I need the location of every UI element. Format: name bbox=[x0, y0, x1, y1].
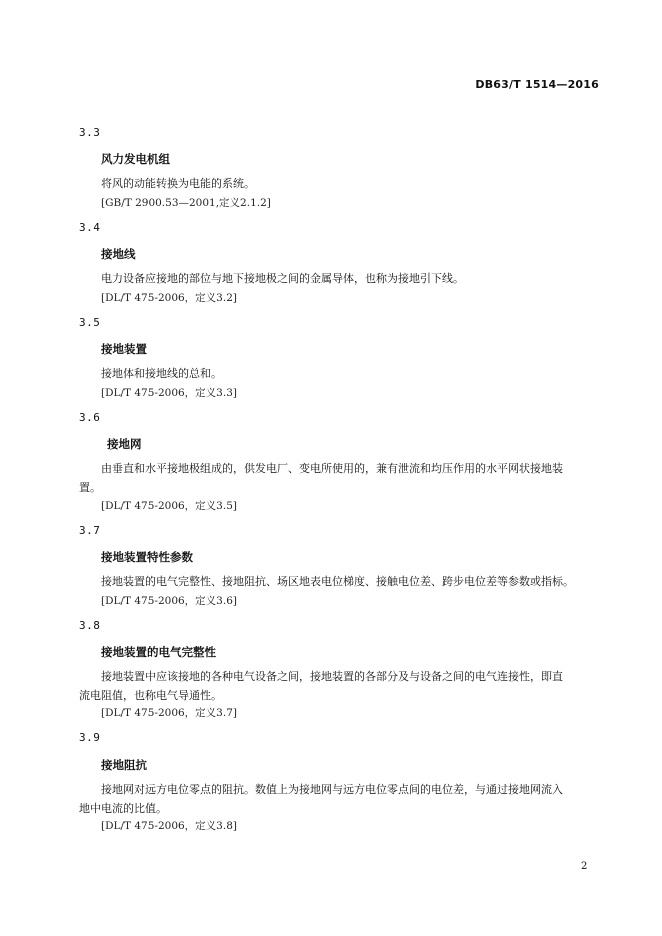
document-code: DB63/T 1514—2016 bbox=[475, 78, 599, 91]
entry-number: 3.5 bbox=[79, 316, 101, 329]
entry-term: 接地网 bbox=[107, 437, 142, 451]
entry-definition: 接地装置的电气完整性、接地阻抗、场区地表电位梯度、接触电位差、跨步电位差等参数或指标。 bbox=[101, 575, 574, 588]
entry-definition: 电力设备应接地的部位与地下接地极之间的金属导体，也称为接地引下线。 bbox=[101, 272, 464, 285]
entry-term: 风力发电机组 bbox=[101, 152, 170, 166]
entry-term: 接地线 bbox=[101, 247, 136, 261]
entry-number: 3.8 bbox=[79, 619, 101, 632]
entry-term: 接地装置的电气完整性 bbox=[101, 645, 216, 659]
entry-number: 3.6 bbox=[79, 411, 101, 424]
entry-definition: 接地体和接地线的总和。 bbox=[101, 367, 222, 380]
entry-term: 接地装置特性参数 bbox=[101, 550, 193, 564]
entry-reference: [DL/T 475-2006，定义3.8] bbox=[101, 820, 237, 832]
entry-definition: 接地装置中应该接地的各种电气设备之间，接地装置的各部分及与设备之间的电气连接性，即直 流电阻值，也称电气导通性。 bbox=[79, 670, 563, 702]
entry-number: 3.4 bbox=[79, 221, 101, 234]
entry-reference: [DL/T 475-2006，定义3.3] bbox=[101, 387, 237, 399]
entry-reference: [DL/T 475-2006，定义3.5] bbox=[101, 500, 237, 512]
entry-reference: [DL/T 475-2006，定义3.2] bbox=[101, 292, 237, 304]
entry-definition: 接地网对远方电位零点的阻抗。数值上为接地网与远方电位零点间的电位差，与通过接地网流入 地中电流的比值。 bbox=[79, 783, 563, 815]
page-number: 2 bbox=[581, 861, 588, 872]
entry-number: 3.9 bbox=[79, 731, 101, 744]
entry-reference: [GB/T 2900.53—2001,定义2.1.2] bbox=[101, 197, 271, 209]
entry-number: 3.3 bbox=[79, 126, 101, 139]
entry-reference: [DL/T 475-2006，定义3.7] bbox=[101, 707, 237, 719]
entry-definition: 将风的动能转换为电能的系统。 bbox=[101, 177, 255, 190]
entry-term: 接地阻抗 bbox=[101, 758, 147, 772]
entry-reference: [DL/T 475-2006，定义3.6] bbox=[101, 595, 237, 607]
entry-definition: 由垂直和水平接地极组成的，供发电厂、变电所使用的，兼有泄流和均压作用的水平网状接地装 置。 bbox=[79, 462, 563, 494]
entry-number: 3.7 bbox=[79, 524, 101, 537]
entry-term: 接地装置 bbox=[101, 342, 147, 356]
